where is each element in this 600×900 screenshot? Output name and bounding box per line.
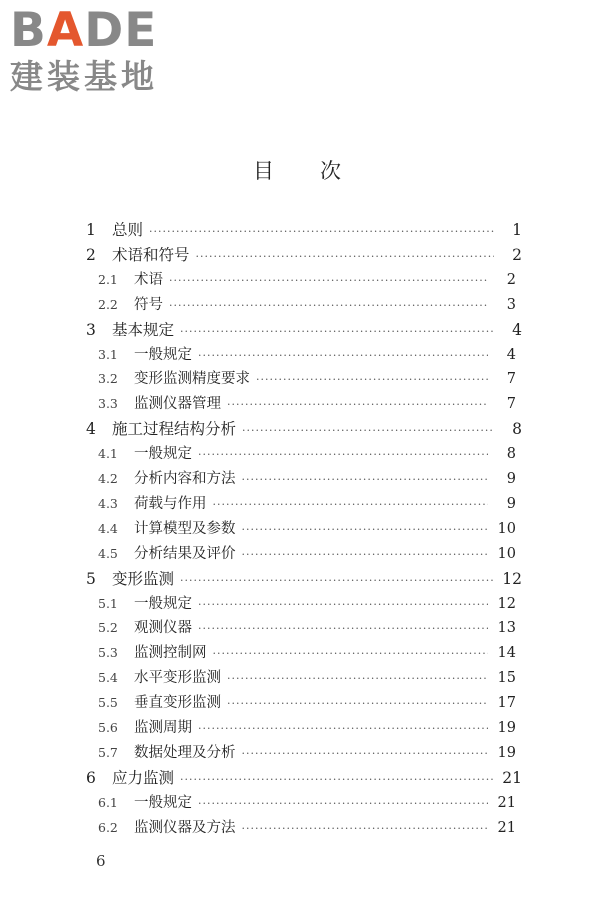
toc-entry-number: 2.2 xyxy=(98,296,118,312)
toc-leader-dots xyxy=(198,797,488,810)
toc-entry-number: 3.3 xyxy=(98,396,118,412)
toc-section-row[interactable] xyxy=(98,343,516,367)
toc-entry-title: 基本规定 xyxy=(112,320,175,339)
toc-section-row[interactable] xyxy=(98,716,516,740)
toc-chapter-row[interactable] xyxy=(86,417,522,441)
toc-entry-page: 21 xyxy=(497,819,516,836)
toc-entry-number: 3.1 xyxy=(98,346,118,362)
toc-entry-title: 监测周期 xyxy=(134,720,192,736)
toc-entry-title: 术语和符号 xyxy=(112,245,190,264)
logo-wordmark: BADE xyxy=(10,3,158,58)
toc-entry-number: 6 xyxy=(86,768,96,787)
toc-entry-page: 2 xyxy=(512,245,522,264)
toc-entry-number: 5.7 xyxy=(98,744,118,760)
toc-entry-number: 3.2 xyxy=(98,371,118,387)
toc-leader-dots xyxy=(213,498,489,511)
toc-leader-dots xyxy=(196,250,494,263)
page-number: 6 xyxy=(96,852,106,870)
toc-section-row[interactable] xyxy=(98,467,516,491)
toc-leader-dots xyxy=(198,448,488,461)
toc-entry-page: 2 xyxy=(506,271,516,288)
toc-entry-page: 21 xyxy=(502,768,522,787)
toc-entry-title: 监测仪器及方法 xyxy=(134,819,236,836)
toc-section-row[interactable] xyxy=(98,268,516,292)
toc-entry-title: 一般规定 xyxy=(134,446,192,463)
toc-section-row[interactable] xyxy=(98,641,516,665)
toc-entry-title: 一般规定 xyxy=(134,346,192,363)
toc-section-row[interactable] xyxy=(98,791,516,815)
toc-entry-title: 一般规定 xyxy=(134,794,192,811)
toc-section-row[interactable] xyxy=(98,691,516,715)
toc-entry-title: 术语 xyxy=(134,271,163,288)
toc-entry-title: 荷载与作用 xyxy=(134,495,207,512)
toc-leader-dots xyxy=(242,548,489,561)
toc-leader-dots xyxy=(227,697,488,710)
toc-leader-dots xyxy=(198,349,488,362)
toc-entry-title: 数据处理及分析 xyxy=(134,744,236,761)
toc-entry-number: 4.4 xyxy=(98,520,118,536)
toc-entry-page: 21 xyxy=(497,794,516,811)
toc-entry-number: 5.4 xyxy=(98,670,118,686)
toc-section-row[interactable] xyxy=(98,616,516,640)
toc-leader-dots xyxy=(169,299,488,312)
toc-chapter-row[interactable] xyxy=(86,218,522,242)
toc-section-row[interactable] xyxy=(98,442,516,466)
toc-leader-dots xyxy=(242,424,494,437)
toc-entry-number: 5.2 xyxy=(98,620,118,636)
logo xyxy=(10,3,175,96)
toc-entry-page: 3 xyxy=(506,296,516,313)
toc-entry-number: 5.1 xyxy=(98,595,118,611)
toc-entry-title: 水平变形监测 xyxy=(134,670,221,687)
toc-leader-dots xyxy=(227,672,488,685)
toc-leader-dots xyxy=(242,822,489,835)
toc-entry-page: 10 xyxy=(497,545,516,562)
toc-entry-title: 垂直变形监测 xyxy=(134,695,221,712)
toc-leader-dots xyxy=(256,373,488,386)
toc-chapter-row[interactable] xyxy=(86,766,522,790)
toc-entry-number: 4 xyxy=(86,420,96,439)
toc-entry-title: 监测仪器管理 xyxy=(134,396,221,413)
toc-entry-title: 监测控制网 xyxy=(134,645,207,662)
toc-entry-page: 12 xyxy=(497,595,516,612)
toc-chapter-row[interactable] xyxy=(86,318,522,342)
toc-section-row[interactable] xyxy=(98,492,516,516)
toc-entry-number: 3 xyxy=(86,320,96,339)
toc-leader-dots xyxy=(198,598,488,611)
toc-entry-number: 5.6 xyxy=(98,720,118,735)
toc-entry-number: 5.5 xyxy=(98,695,118,711)
toc-entry-page: 7 xyxy=(506,396,516,413)
toc-leader-dots xyxy=(242,523,489,536)
toc-leader-dots xyxy=(242,747,489,760)
toc-section-row[interactable] xyxy=(98,392,516,416)
toc-entry-title: 应力监测 xyxy=(112,768,175,787)
logo-chinese-text: 建装基地 xyxy=(10,57,158,96)
toc-entry-page: 8 xyxy=(506,446,516,463)
toc-leader-dots xyxy=(180,773,494,786)
toc-entry-title: 分析内容和方法 xyxy=(134,471,236,487)
toc-leader-dots xyxy=(242,473,489,486)
toc-leader-dots xyxy=(198,622,488,635)
toc-entry-number: 4.3 xyxy=(98,495,118,511)
toc-section-row[interactable] xyxy=(98,666,516,690)
toc-entry-page: 9 xyxy=(506,471,516,487)
toc-entry-page: 19 xyxy=(497,720,516,736)
toc-entry-number: 5.3 xyxy=(98,645,118,661)
toc-chapter-row[interactable] xyxy=(86,243,522,267)
toc-entry-page: 15 xyxy=(497,670,516,687)
toc-leader-dots xyxy=(180,325,494,338)
toc-entry-number: 2 xyxy=(86,245,96,264)
toc-entry-page: 4 xyxy=(506,346,516,363)
toc-leader-dots xyxy=(213,647,489,660)
toc-entry-page: 14 xyxy=(497,645,516,662)
toc-entry-page: 19 xyxy=(497,744,516,761)
toc-entry-page: 7 xyxy=(506,371,516,388)
toc-entry-title: 一般规定 xyxy=(134,595,192,612)
toc-entry-page: 8 xyxy=(512,420,522,439)
toc-leader-dots xyxy=(180,574,494,587)
toc-entry-number: 1 xyxy=(86,221,96,239)
toc-entry-number: 4.2 xyxy=(98,471,118,486)
toc-entry-page: 10 xyxy=(497,520,516,537)
toc-entry-page: 17 xyxy=(497,695,516,712)
toc-section-row[interactable] xyxy=(98,741,516,765)
toc-entry-title: 分析结果及评价 xyxy=(134,545,236,562)
toc-entry-number: 2.1 xyxy=(98,271,118,287)
toc-section-row[interactable] xyxy=(98,517,516,541)
toc-title: 目次 xyxy=(253,159,387,183)
toc-entry-number: 6.1 xyxy=(98,794,118,810)
toc-entry-page: 4 xyxy=(512,320,522,339)
toc-entry-number: 4.5 xyxy=(98,545,118,561)
toc-entry-page: 9 xyxy=(506,495,516,512)
toc-entry-page: 13 xyxy=(497,620,516,637)
toc-section-row[interactable] xyxy=(98,592,516,616)
toc-leader-dots xyxy=(149,225,494,238)
toc-entry-number: 4.1 xyxy=(98,446,118,462)
toc-section-row[interactable] xyxy=(98,542,516,566)
toc-section-row[interactable] xyxy=(98,367,516,391)
toc-entry-title: 总则 xyxy=(112,221,144,239)
toc-entry-title: 观测仪器 xyxy=(134,620,192,637)
toc-entry-title: 变形监测精度要求 xyxy=(134,371,250,388)
toc-entry-title: 变形监测 xyxy=(112,569,175,588)
toc-entry-title: 施工过程结构分析 xyxy=(112,420,237,439)
toc-section-row[interactable] xyxy=(98,816,516,840)
toc-entry-page: 1 xyxy=(512,221,522,239)
toc-entry-title: 符号 xyxy=(134,296,163,313)
toc-entry-page: 12 xyxy=(502,569,522,588)
toc-chapter-row[interactable] xyxy=(86,567,522,591)
toc-section-row[interactable] xyxy=(98,293,516,317)
toc-leader-dots xyxy=(227,398,488,411)
toc-leader-dots xyxy=(198,722,488,735)
toc-entry-number: 5 xyxy=(86,569,96,588)
toc-leader-dots xyxy=(169,274,488,287)
toc-entry-number: 6.2 xyxy=(98,819,118,835)
toc-entry-title: 计算模型及参数 xyxy=(134,520,236,537)
